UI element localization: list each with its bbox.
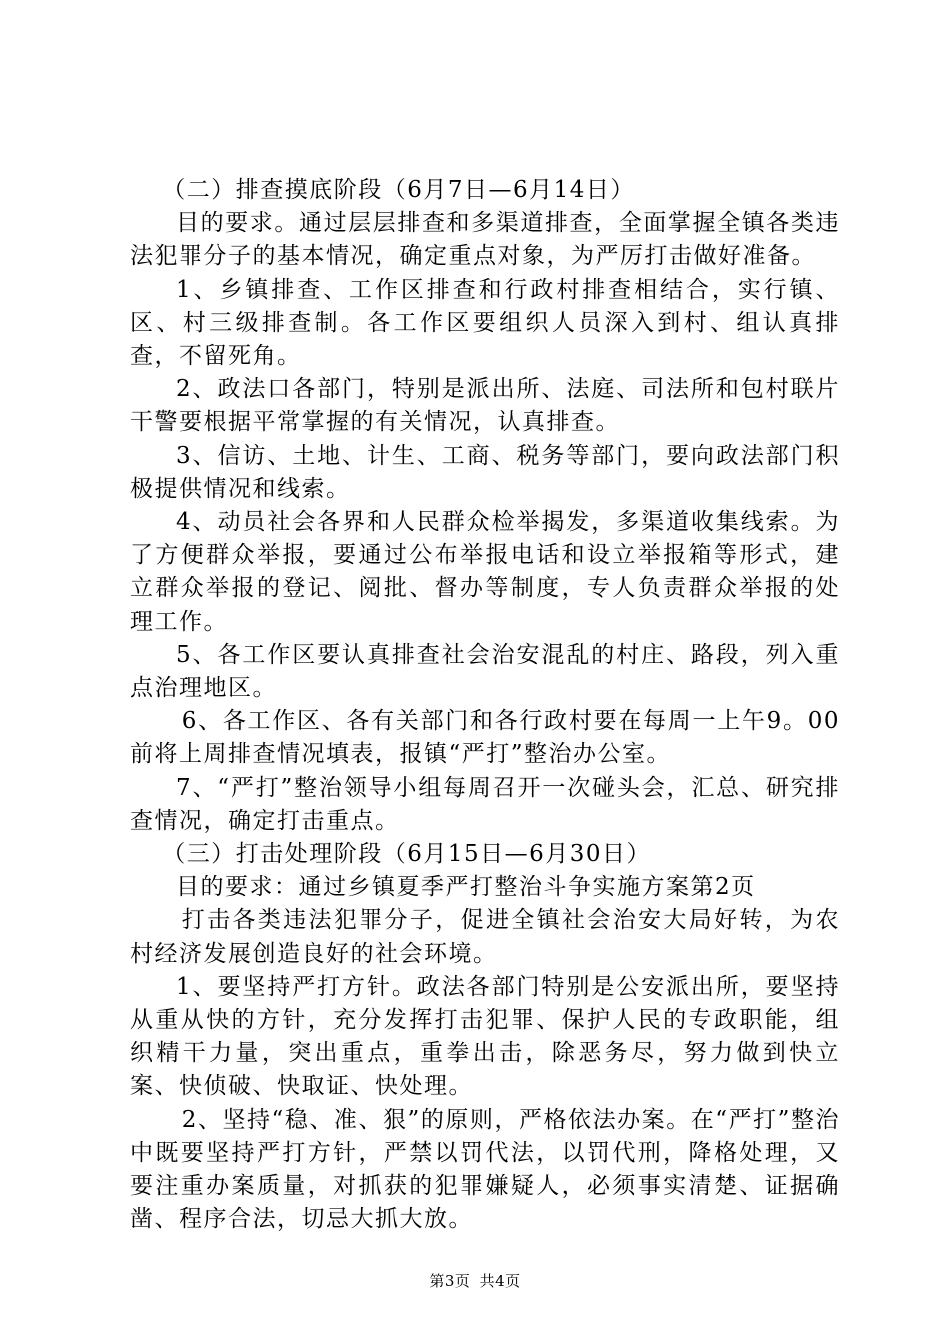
paragraph-item-4: 4、动员社会各界和人民群众检举揭发，多渠道收集线索。为了方便群众举报，要通过公布举报电话和设立举报箱等形式，建立群众举报的登记、阅批、督办等制度，专人负责群众举报的处理工作。 [130, 509, 840, 635]
paragraph-crackdown-item-1: 1、要坚持严打方针。政法各部门特别是公安派出所，要坚持从重从快的方针，充分发挥打击犯罪、保护人民的专政职能，组织精干力量，突出重点，重拳出击，除恶务尽，努力做到快立案、快侦破、快取证、快处理。 [130, 973, 840, 1100]
section-heading-crackdown: （三）打击处理阶段（6月15日—6月30日） [162, 841, 651, 868]
paragraph-item-6: 6、各工作区、各有关部门和各行政村要在每周一上午9。00前将上周排查情况填表，报镇“严打”整治办公室。 [130, 708, 840, 768]
paragraph-item-2: 2、政法口各部门，特别是派出所、法庭、司法所和包村联片干警要根据平常掌握的有关情况，认真排查。 [130, 376, 840, 436]
paragraph-purpose-crackdown: 目的要求：通过乡镇夏季严打整治斗争实施方案第2页 [176, 874, 756, 901]
paragraph-item-5: 5、各工作区要认真排查社会治安混乱的村庄、路段，列入重点治理地区。 [130, 641, 840, 702]
paragraph-item-1: 1、乡镇排查、工作区排查和行政村排查相结合，实行镇、区、村三级排查制。各工作区要组织人员深入到村、组认真排查，不留死角。 [130, 276, 840, 370]
page-number: 第3页 [429, 1272, 471, 1290]
paragraph-purpose-investigation: 目的要求。通过层层排查和多渠道排查，全面掌握全镇各类违法犯罪分子的基本情况，确定重点对象，为严厉打击做好准备。 [130, 210, 840, 270]
section-heading-investigation: （二）排查摸底阶段（6月7日—6月14日） [162, 177, 635, 203]
page-total: 共4页 [479, 1272, 521, 1290]
paragraph-purpose-continued: 打击各类违法犯罪分子，促进全镇社会治安大局好转，为农村经济发展创造良好的社会环境。 [130, 907, 840, 967]
paragraph-crackdown-item-2: 2、坚持“稳、准、狠”的原则，严格依法办案。在“严打”整治中既要坚持严打方针，严禁以罚代法，以罚代刑，降格处理，又要注重办案质量，对抓获的犯罪嫌疑人，必须事实清楚、证据确凿、程序合法，切忌大抓大放。 [130, 1106, 840, 1233]
paragraph-item-7: 7、“严打”整治领导小组每周召开一次碰头会，汇总、研究排查情况，确定打击重点。 [130, 774, 840, 834]
paragraph-item-3: 3、信访、土地、计生、工商、税务等部门，要向政法部门积极提供情况和线索。 [130, 442, 840, 502]
document-body [130, 174, 840, 1237]
page-footer [0, 1271, 950, 1291]
